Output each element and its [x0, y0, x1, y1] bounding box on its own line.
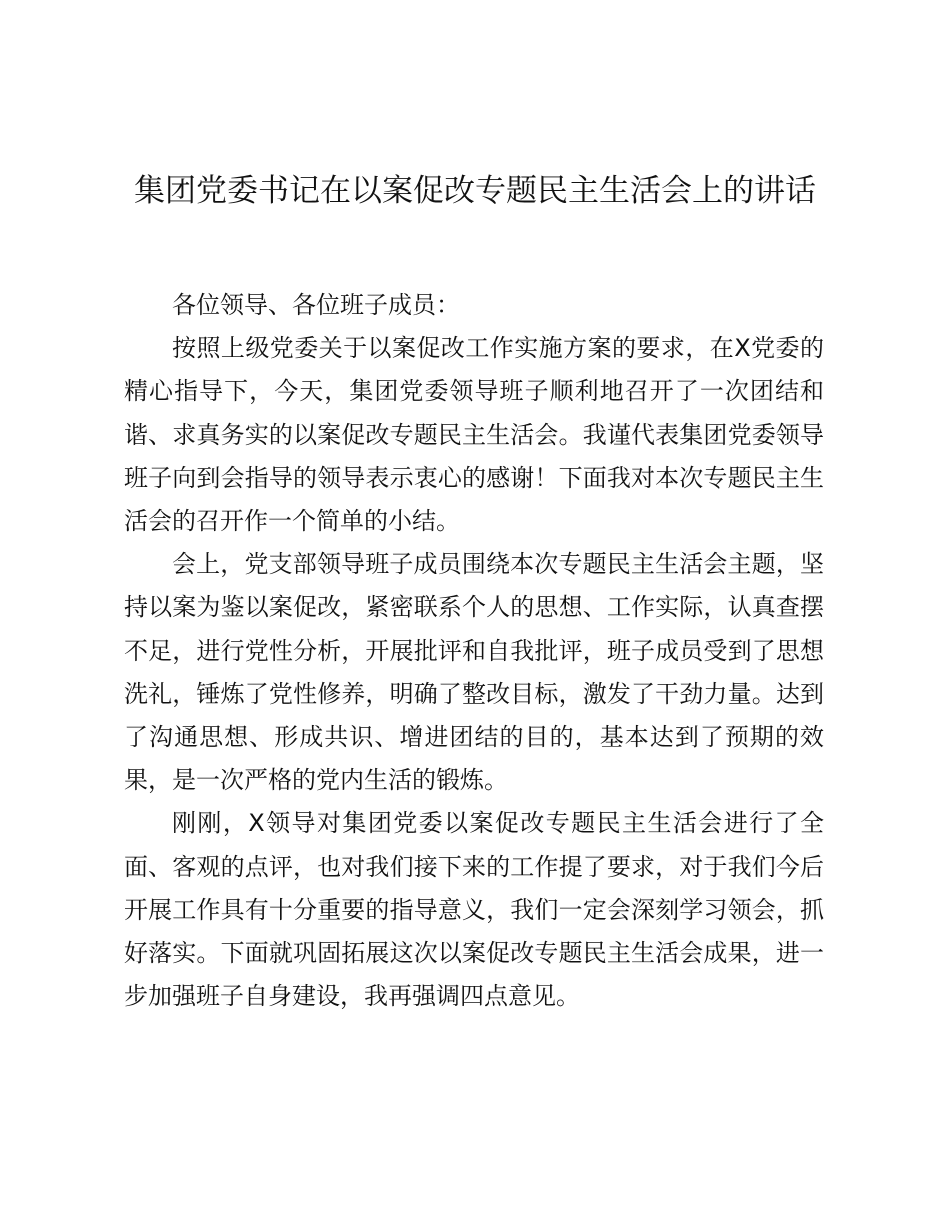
paragraph-1: 按照上级党委关于以案促改工作实施方案的要求，在X党委的精心指导下，今天，集团党委领导班子顺利地召开了一次团结和谐、求真务实的以案促改专题民主生活会。我谨代表集团党委领导班子向到会指导的领导表示衷心的感谢！下面我对本次专题民主生活会的召开作一个简单的小结。 — [124, 334, 824, 536]
paragraph-2: 会上，党支部领导班子成员围绕本次专题民主生活会主题，坚持以案为鉴以案促改，紧密联系个人的思想、工作实际，认真查摆不足，进行党性分析，开展批评和自我批评，班子成员受到了思想洗礼，锤炼了党性修养，明确了整改目标，激发了干劲力量。达到了沟通思想、形成共识、增进团结的目的，基本达到了预期的效果，是一次严格的党内生活的锻炼。 — [124, 550, 824, 795]
paragraph-3: 刚刚，X领导对集团党委以案促改专题民主生活会进行了全面、客观的点评，也对我们接下来的工作提了要求，对于我们今后开展工作具有十分重要的指导意义，我们一定会深刻学习领会，抓好落实。下面就巩固拓展这次以案促改专题民主生活会成果，进一步加强班子自身建设，我再强调四点意见。 — [124, 809, 824, 1011]
document-body — [124, 284, 824, 1018]
document-title: 集团党委书记在以案促改专题民主生活会上的讲话 — [134, 173, 816, 209]
salutation: 各位领导、各位班子成员： — [172, 291, 460, 319]
